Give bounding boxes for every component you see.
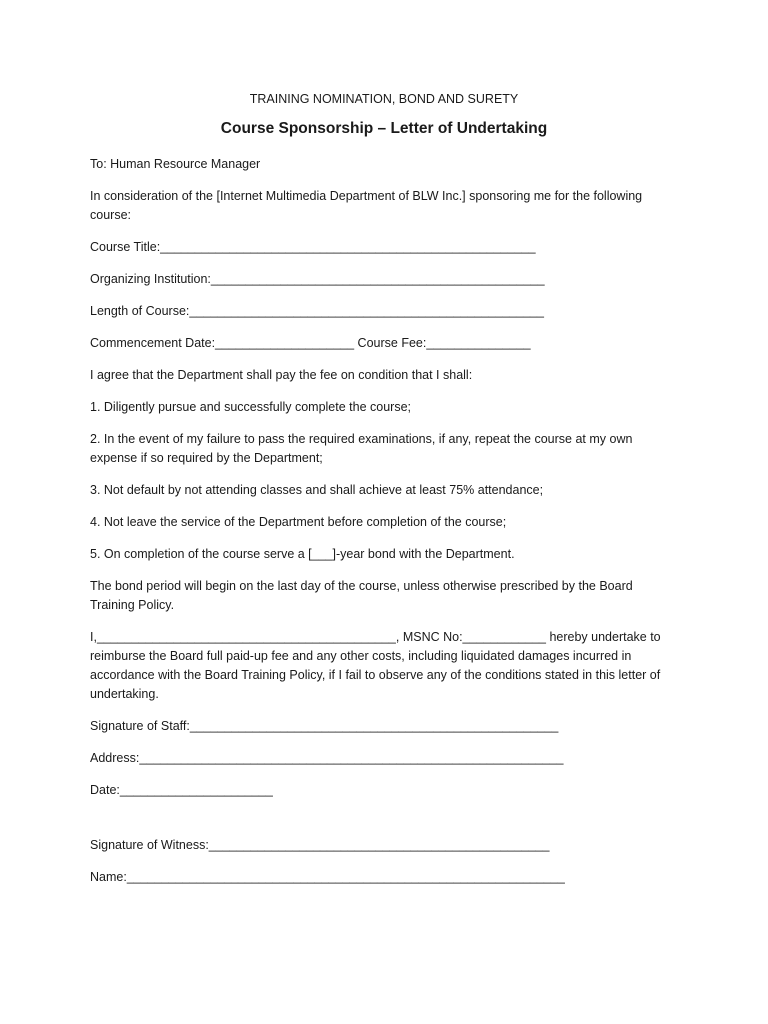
document-title: Course Sponsorship – Letter of Undertaking <box>220 120 548 137</box>
address-field: Address:_____________________________________________________________ <box>90 751 564 765</box>
name-field: Name:_______________________________________________________________ <box>90 870 565 884</box>
condition-item-3: 3. Not default by not attending classes and shall achieve at least 75% attendance; <box>90 483 544 497</box>
date-field: Date:______________________ <box>90 783 273 797</box>
condition-item-5: 5. On completion of the course serve a [___]-year bond with the Department. <box>90 547 515 561</box>
condition-item-4: 4. Not leave the service of the Department before completion of the course; <box>90 515 507 529</box>
agreement-paragraph: I agree that the Department shall pay the fee on condition that I shall: <box>90 368 473 382</box>
condition-item-2: 2. In the event of my failure to pass the required examinations, if any, repeat the course at my own expense if so required by the Department; <box>90 432 633 465</box>
commencement-and-fee-field: Commencement Date:____________________ Course Fee:_______________ <box>90 336 531 350</box>
length-of-course-field: Length of Course:___________________________________________________ <box>90 304 544 318</box>
consideration-paragraph: In consideration of the [Internet Multimedia Department of BLW Inc.] sponsoring me for the following course: <box>90 189 643 222</box>
condition-item-1: 1. Diligently pursue and successfully complete the course; <box>90 400 411 414</box>
document-header: TRAINING NOMINATION, BOND AND SURETY <box>249 92 519 106</box>
to-line: To: Human Resource Manager <box>90 157 261 171</box>
undertaking-paragraph: I,___________________________________________, MSNC No:____________ hereby undertake to reimburse the Board full paid-up fee and any other costs, including liquidated damages incurred in accordance with the Board Training Policy, if I fail to observe any of the conditions stated in this letter of undertaking. <box>90 630 661 701</box>
bond-period-paragraph: The bond period will begin on the last day of the course, unless otherwise prescribed by the Board Training Policy. <box>90 579 633 612</box>
organizing-institution-field: Organizing Institution:________________________________________________ <box>90 272 545 286</box>
signature-of-staff-field: Signature of Staff:_____________________________________________________ <box>90 719 559 733</box>
course-title-field: Course Title:______________________________________________________ <box>90 240 536 254</box>
signature-of-witness-field: Signature of Witness:_________________________________________________ <box>90 838 550 852</box>
